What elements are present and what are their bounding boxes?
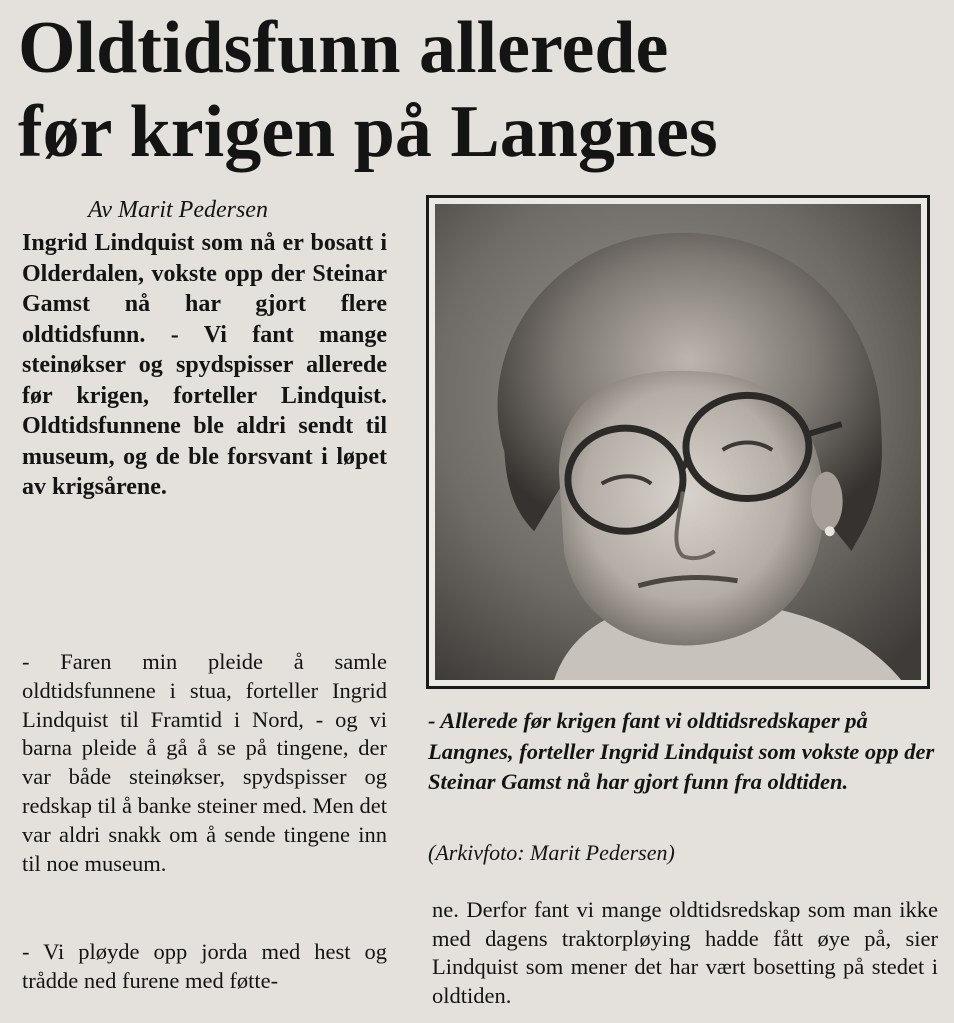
photo-caption: - Allerede før krigen fant vi oldtidsredskaper på Langnes, forteller Ingrid Lindquist som vokste opp der Steinar Gamst nå har gjort funn fra oldtiden. xyxy=(428,708,935,794)
photo-credit: (Arkivfoto: Marit Pedersen) xyxy=(428,840,675,865)
headline xyxy=(18,6,948,174)
headline-line-1: Oldtidsfunn allerede xyxy=(18,7,669,89)
body-paragraph-1: - Faren min pleide å samle oldtidsfunnene i stua, forteller Ingrid Lindquist til Framtid i Nord, - og vi barna pleide å gå å se på tingene, der var både steinøkser, spydspisser og redskap til å banke steiner med. Men det var aldri snakk om å sende tingene inn til noe museum. xyxy=(22,649,387,876)
portrait-photo xyxy=(426,195,930,689)
byline: Av Marit Pedersen xyxy=(88,197,268,223)
body-paragraph-3: ne. Derfor fant vi mange oldtidsredskap som man ikke med dagens traktorpløying hadde fått øye på, sier Lindquist som mener det har vært bosetting på stedet i oldtiden. xyxy=(432,897,938,1008)
headline-line-2: før krigen på Langnes xyxy=(18,91,718,173)
body-paragraph-2: - Vi pløyde opp jorda med hest og trådde ned furene med føtte- xyxy=(22,939,387,993)
lead-paragraph: Ingrid Lindquist som nå er bosatt i Olderdalen, vokste opp der Steinar Gamst nå har gjort flere oldtidsfunn. - Vi fant mange steinøkser og spydspisser allerede før krigen, forteller Lindquist. Oldtidsfunnene ble aldri sendt til museum, og de ble forsvant i løpet av krigsårene. xyxy=(22,230,387,500)
portrait-photo-image xyxy=(435,204,921,680)
